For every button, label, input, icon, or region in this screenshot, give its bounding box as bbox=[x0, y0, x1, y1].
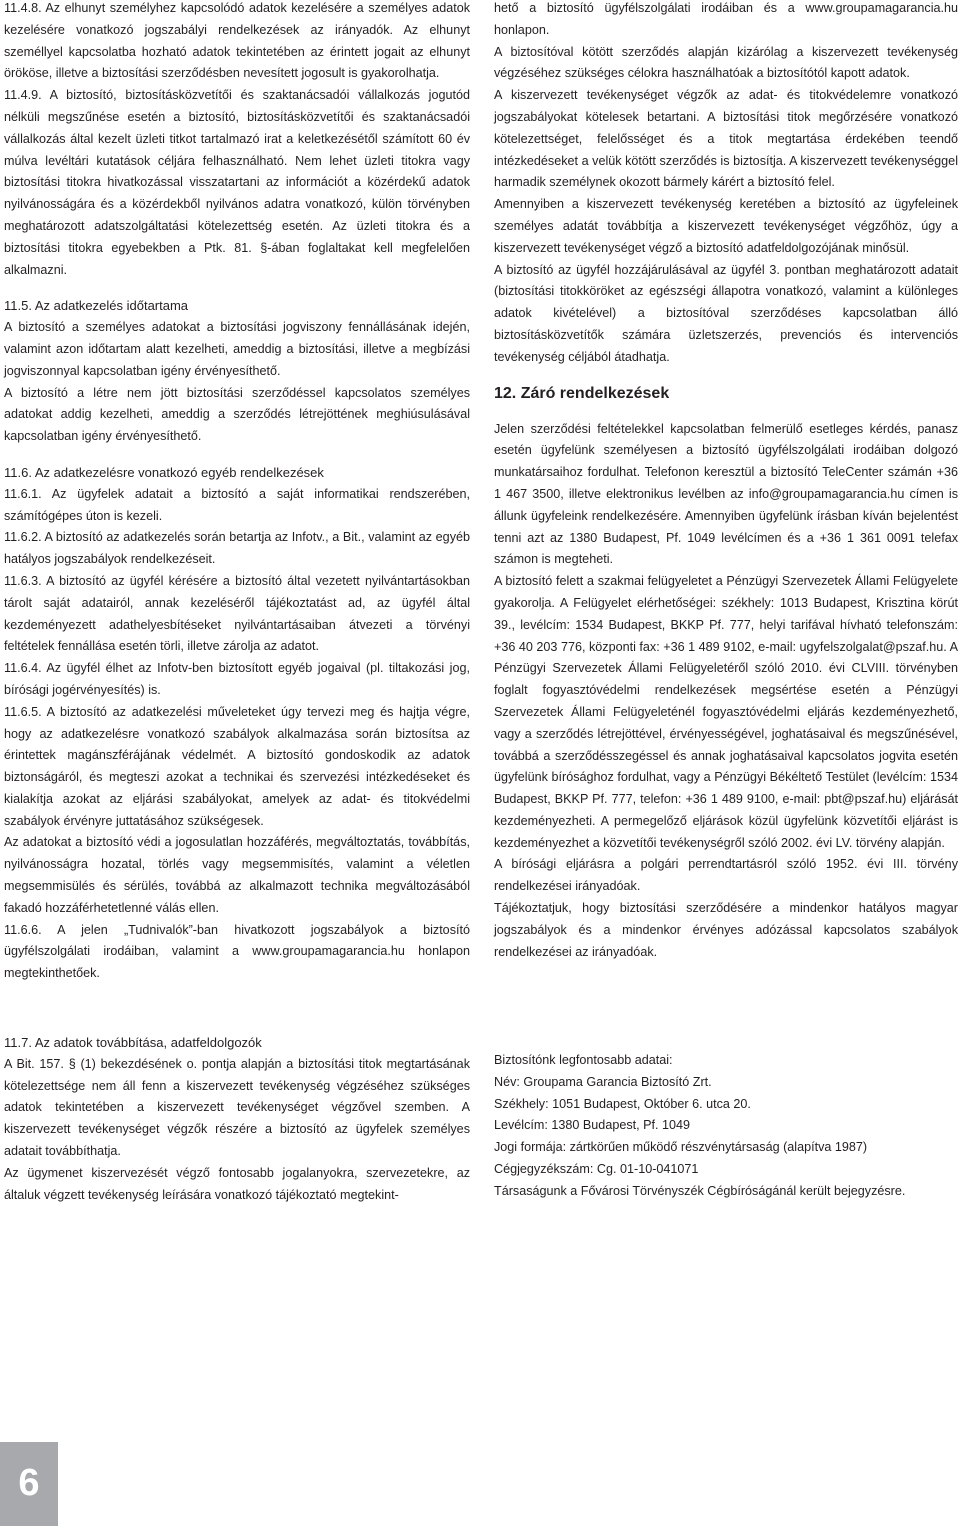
company-court: Társaságunk a Fővárosi Törvényszék Cégbíróságánál került bejegyzésre. bbox=[494, 1183, 906, 1198]
spacer bbox=[4, 448, 470, 462]
heading-11-7: 11.7. Az adatok továbbítása, adatfeldolgozók bbox=[4, 1035, 262, 1050]
spacer bbox=[4, 281, 470, 295]
heading-12: 12. Záró rendelkezések bbox=[494, 384, 670, 402]
paragraph-r1: A biztosítóval kötött szerződés alapján kizárólag a kiszervezett tevékenység végzéséhez szükséges célokra használhatóak a biztosítótól kapott adatok. bbox=[494, 44, 958, 81]
company-registration: Cégjegyzékszám: Cg. 01-10-041071 bbox=[494, 1161, 699, 1176]
left-column bbox=[4, 0, 470, 985]
paragraph-11-6-2: 11.6.2. A biztosító az adatkezelés során betartja az Infotv., a Bit., valamint az egyéb hatályos jogszabályok rendelkezéseit. bbox=[4, 530, 470, 567]
company-name: Név: Groupama Garancia Biztosító Zrt. bbox=[494, 1074, 712, 1089]
paragraph-11-4-8: 11.4.8. Az elhunyt személyhez kapcsolódó adatok kezelésére a személyes adatok kezelésére vonatkozó jogszabályi rendelkezések az irányadók. Az elhunyt személlyel kapcsolatba hozható adatok tekintetében az érintett jogait az elhunyt örököse, illetve a biztosítási szerződésben nevesített jogosult is gyakorolhatja. bbox=[4, 1, 470, 81]
paragraph-r2: A kiszervezett tevékenységet végzők az adat- és titokvédelemre vonatkozó jogszabályokat kötelesek betartani. A biztosítási titok megőrzésére vonatkozó kötelezettséget, felelősséget és a titok megtartása érdekében teendő intézkedéseket a velük kötött szerződés is biztosítja. A kiszervezett tevékenységgel harmadik személynek okozott bármely kárért a biztosító felel. bbox=[494, 88, 958, 190]
paragraph-11-7-b: Az ügymenet kiszervezését végző fontosabb jogalanyokra, szervezetekre, az általuk végzett tevékenység leírására vonatkozó tájékoztató megtekint- bbox=[4, 1165, 470, 1202]
paragraph-11-7-a: A Bit. 157. § (1) bekezdésének o. pontja alapján a biztosítási titok megtartásának kötelezettsége nem áll fenn a kiszervezett tevékenység végzéséhez szükséges adatok tekintetében a kiszervezett tevékenységet végzővel szemben. A kiszervezett tevékenységet végzők részére a biztosító az ügyfelek személyes adatait továbbíthatja. bbox=[4, 1056, 470, 1158]
company-heading: Biztosítónk legfontosabb adatai: bbox=[494, 1053, 673, 1067]
company-details bbox=[494, 1050, 958, 1203]
section-11-7 bbox=[4, 1032, 470, 1206]
paragraph-r6: A biztosító felett a szakmai felügyeletet a Pénzügyi Szervezetek Állami Felügyelete gyakorolja. A Felügyelet elérhetőségei: székhely: 1013 Budapest, Krisztina körút 39., levélcím: 1534 Budapest, BKKP Pf. 777, helyi tarifával hívható telefonszám: +36 40 203 776, központi fax: +36 1 489 9102, e-mail: ugyfelszolgalat@pszaf.hu. A Pénzügyi Szervezetek Állami Felügyeletéről szóló 2010. évi CLVIII. törvényben foglalt fogyasztóvédelmi rendelkezések megsértése esetén a Pénzügyi Szervezetek Állami Felügyeleténél fogyasztóvédelmi eljárás kezdeményezhető, vagy a szerződés létrejöttével, érvényességével, joghatásaival és megszűnésével, továbbá a szerződésszegéssel és annak joghatásaival kapcsolatos jogvita esetén ügyfelünk bírósághoz fordulhat, vagy a Pénzügyi Békéltető Testület (levélcím: 1534 Budapest, BKKP Pf. 777, telefon: +36 1 489 9100, e-mail: pbt@pszaf.hu) eljárását kezdeményezheti. A permegelőző eljárások közül ügyfelünk közvetítői eljárást is kezdeményezhet a közvetítői tevékenységről szóló 2002. évi LV. törvény alapján. bbox=[494, 574, 958, 850]
page-number-text: 6 bbox=[18, 1462, 40, 1505]
paragraph-11-6-5: 11.6.5. A biztosító az adatkezelési műveleteket úgy tervezi meg és hajtja végre, hogy az adatkezelésre vonatkozó szabályok alkalmazása során biztosítsa az érintettek magánszférájának védelmét. A biztosító gondoskodik az adatok biztonságáról, és megteszi azokat a technikai és szervezési intézkedéseket és kialakítja azokat az eljárási szabályokat, amelyek az adat- és titokvédelmi szabályok érvényre juttatásához szükségesek. bbox=[4, 704, 470, 828]
right-column bbox=[494, 0, 958, 963]
paragraph-11-6-1: 11.6.1. Az ügyfelek adatait a biztosító a saját informatikai rendszerében, számítógépes úton is kezeli. bbox=[4, 486, 470, 523]
company-legal-form: Jogi formája: zártkörűen működő részvénytársaság (alapítva 1987) bbox=[494, 1140, 868, 1155]
paragraph-11-5-a: A biztosító a személyes adatokat a biztosítási jogviszony fennállásának idején, valamint azon időtartam alatt kezelheti, ameddig a biztosítási, illetve a megbízási jogviszonnyal kapcsolatban igény érvényesíthető. bbox=[4, 320, 470, 378]
paragraph-r3: Amennyiben a kiszervezett tevékenység keretében a biztosító az ügyfeleinek személyes adatát továbbítja a kiszervezett tevékenységet végzőhöz, úgy a kiszervezett tevékenységet végző a biztosító adatfeldolgozójának minősül. bbox=[494, 197, 958, 255]
paragraph-r7: A bírósági eljárásra a polgári perrendtartásról szóló 1952. évi III. törvény rendelkezései irányadóak. bbox=[494, 857, 958, 894]
paragraph-11-5-b: A biztosító a létre nem jött biztosítási szerződéssel kapcsolatos személyes adatokat addig kezelheti, ameddig a szerződés létrejöttének meghiúsulásával kapcsolatban igény érvényesíthető. bbox=[4, 385, 470, 444]
paragraph-r5: Jelen szerződési feltételekkel kapcsolatban felmerülő esetleges kérdés, panasz esetén ügyfelünk személyesen a biztosító ügyfélszolgálati irodáiban dolgozó munkatársaihoz fordulhat. Telefonon keresztül a biztosító TeleCenter számán +36 1 467 3500, illetve elektronikus levélben az info@groupamagarancia.hu címen is állunk ügyfeleink rendelkezésére. Amennyiben ügyfelünk írásban kíván bejelentést tenni azt az 1380 Budapest, Pf. 1049 levélcímen és a +36 1 361 0091 telefax számon is megteheti. bbox=[494, 421, 958, 567]
paragraph-r4: A biztosító az ügyfél hozzájárulásával az ügyfél 3. pontban meghatározott adatait (biztosítási titokköröket az egészségi állapotra vonatkozó, valamint a különleges adatok kivételével) a biztosítóval szerződéses kapcsolatban álló biztosításközvetítők számára üzletszerzés, prevenciós és intervenciós tevékenység céljából átadhatja. bbox=[494, 262, 958, 364]
paragraph-11-6-5-b: Az adatokat a biztosító védi a jogosulatlan hozzáférés, megváltoztatás, továbbítás, nyilvánosságra hozatal, törlés vagy megsemmisítés, valamint a véletlen megsemmisülés és sérülés, továbbá az alkalmazott technika megváltozásából fakadó hozzáférhetetlenné válás ellen. bbox=[4, 835, 470, 915]
paragraph-r8: Tájékoztatjuk, hogy biztosítási szerződésére a mindenkor hatályos magyar jogszabályok és a mindenkor érvényes adózással kapcsolatos szabályok rendelkezései az irányadóak. bbox=[494, 901, 958, 959]
paragraph-11-4-9: 11.4.9. A biztosító, biztosításközvetítői és szaktanácsadói vállalkozás jogutód nélküli megszűnése esetén a biztosító, biztosításközvetítői és szaktanácsadói vállalkozás által kezelt üzleti titkot tartalmazó irat a keletkezésétől számított 60 év múlva levéltári kutatások céljára felhasználható. Nem lehet üzleti titokra vagy biztosítási titokra hivatkozással visszatartani az információt a közérdekű adatok nyilvánosságára és a közérdekből nyilvános adatra vonatkozó, külön törvényben meghatározott adatszolgáltatási kötelezettség esetén. Az üzleti titokra és a biztosítási titokra egyebekben a Ptk. 81. §-ában foglaltakat kell megfelelően alkalmazni. bbox=[4, 88, 470, 277]
company-seat: Székhely: 1051 Budapest, Október 6. utca 20. bbox=[494, 1096, 751, 1111]
page-number bbox=[0, 1442, 58, 1526]
paragraph-11-6-4: 11.6.4. Az ügyfél élhet az Infotv-ben biztosított egyéb jogaival (pl. tiltakozási jog, bírósági jogérvényesítés) is. bbox=[4, 661, 470, 697]
paragraph-continuation: hető a biztosító ügyfélszolgálati irodáiban és a www.groupamagarancia.hu honlapon. bbox=[494, 1, 958, 37]
paragraph-11-6-6: 11.6.6. A jelen „Tudnivalók”-ban hivatkozott jogszabályok a biztosító ügyfélszolgálati irodáiban, valamint a www.groupamagarancia.hu honlapon megtekinthetőek. bbox=[4, 922, 470, 981]
heading-11-6: 11.6. Az adatkezelésre vonatkozó egyéb rendelkezések bbox=[4, 464, 324, 480]
heading-11-5: 11.5. Az adatkezelés időtartama bbox=[4, 298, 189, 314]
company-mail-address: Levélcím: 1380 Budapest, Pf. 1049 bbox=[494, 1118, 691, 1133]
paragraph-11-6-3: 11.6.3. A biztosító az ügyfél kérésére a biztosító által vezetett nyilvántartásokban tárolt saját adatairól, annak kezeléséről tájékoztatást ad, az ügyfél által kezdeményezett adathelyesbítéseket nyilvántartásaiban átvezeti a törvényi feltételek fennállása esetén törli, illetve zárolja az adatot. bbox=[4, 573, 470, 654]
